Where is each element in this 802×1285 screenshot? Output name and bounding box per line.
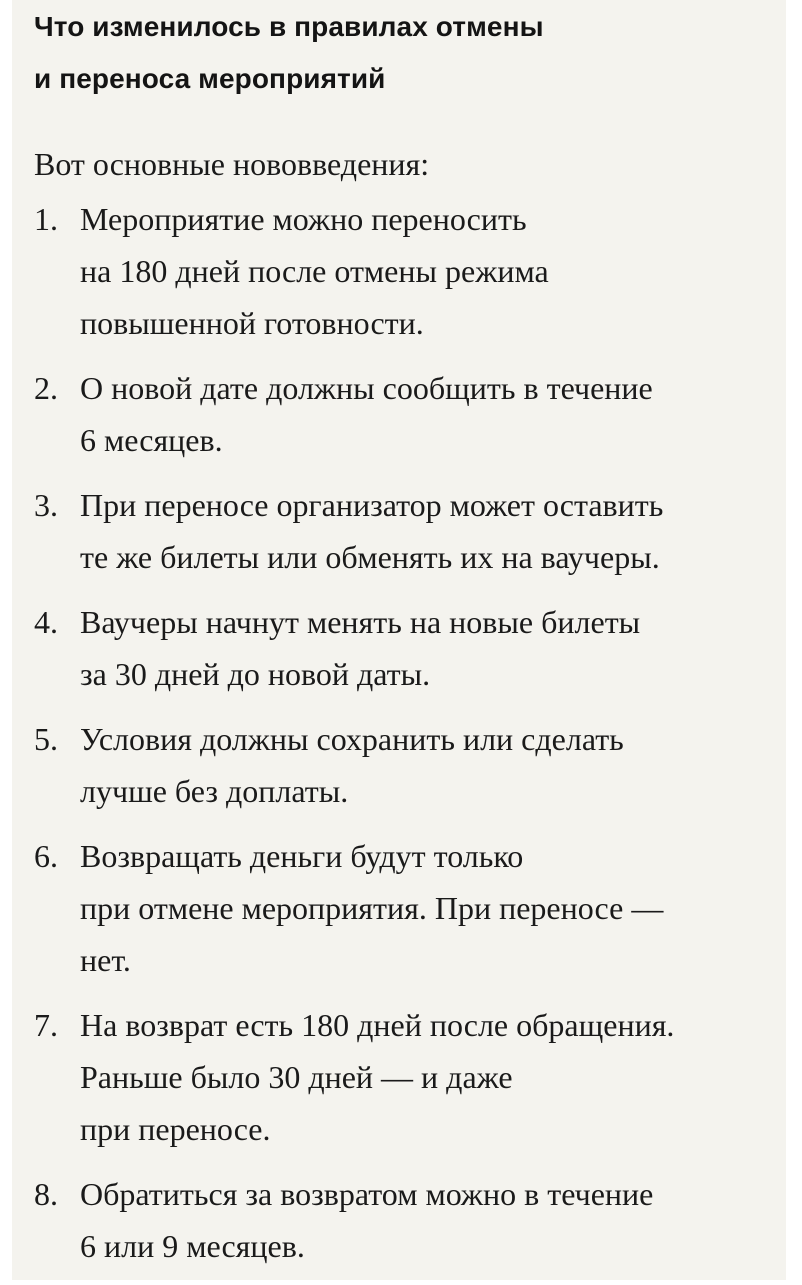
item-text (80, 713, 784, 817)
item-text-line: лучше без доплаты. (80, 773, 349, 809)
item-text (80, 193, 784, 349)
item-text-line: При переносе организатор может оставить (80, 487, 664, 523)
article-heading (34, 0, 786, 105)
list-item (34, 193, 784, 349)
list-item (34, 362, 784, 466)
item-text-line: Раньше было 30 дней — и даже (80, 1059, 513, 1095)
item-text (80, 1168, 784, 1272)
item-text-line: О новой дате должны сообщить в течение (80, 370, 653, 406)
item-text-line: Ваучеры начнут менять на новые билеты (80, 604, 641, 640)
item-text-line: Условия должны сохранить или сделать (80, 721, 624, 757)
item-text-line: 6 месяцев. (80, 422, 223, 458)
item-number: 7. (34, 1007, 58, 1043)
item-text-line: 6 или 9 месяцев. (80, 1228, 305, 1264)
intro-text: Вот основные нововведения: (34, 146, 430, 182)
item-text (80, 479, 784, 583)
item-text-line: повышенной готовности. (80, 305, 424, 341)
heading-line: Что изменилось в правилах отмены (34, 11, 544, 42)
item-text-line: Возвращать деньги будут только (80, 838, 524, 874)
list-item (34, 713, 784, 817)
item-number: 6. (34, 838, 58, 874)
item-text-line: нет. (80, 942, 131, 978)
item-text-line: на 180 дней после отмены режима (80, 253, 549, 289)
item-text (80, 362, 784, 466)
list-item (34, 999, 784, 1155)
item-number: 4. (34, 604, 58, 640)
item-text-line: при отмене мероприятия. При переносе — (80, 890, 664, 926)
item-text-line: На возврат есть 180 дней после обращения. (80, 1007, 675, 1043)
item-text-line: Мероприятие можно переносить (80, 201, 527, 237)
item-number: 5. (34, 721, 58, 757)
item-text (80, 596, 784, 700)
list-item (34, 479, 784, 583)
item-number: 2. (34, 370, 58, 406)
article-card (12, 0, 786, 1280)
list-item (34, 830, 784, 986)
item-text (80, 830, 784, 986)
item-text-line: Обратиться за возвратом можно в течение (80, 1176, 654, 1212)
item-text (80, 999, 784, 1155)
item-number: 3. (34, 487, 58, 523)
list-item (34, 1168, 784, 1272)
heading-line: и переноса мероприятий (34, 63, 386, 94)
item-text-line: те же билеты или обменять их на ваучеры. (80, 539, 660, 575)
changes-list (34, 193, 784, 1285)
item-number: 1. (34, 201, 58, 237)
item-text-line: при переносе. (80, 1111, 271, 1147)
list-item (34, 596, 784, 700)
item-text-line: за 30 дней до новой даты. (80, 656, 431, 692)
item-number: 8. (34, 1176, 58, 1212)
